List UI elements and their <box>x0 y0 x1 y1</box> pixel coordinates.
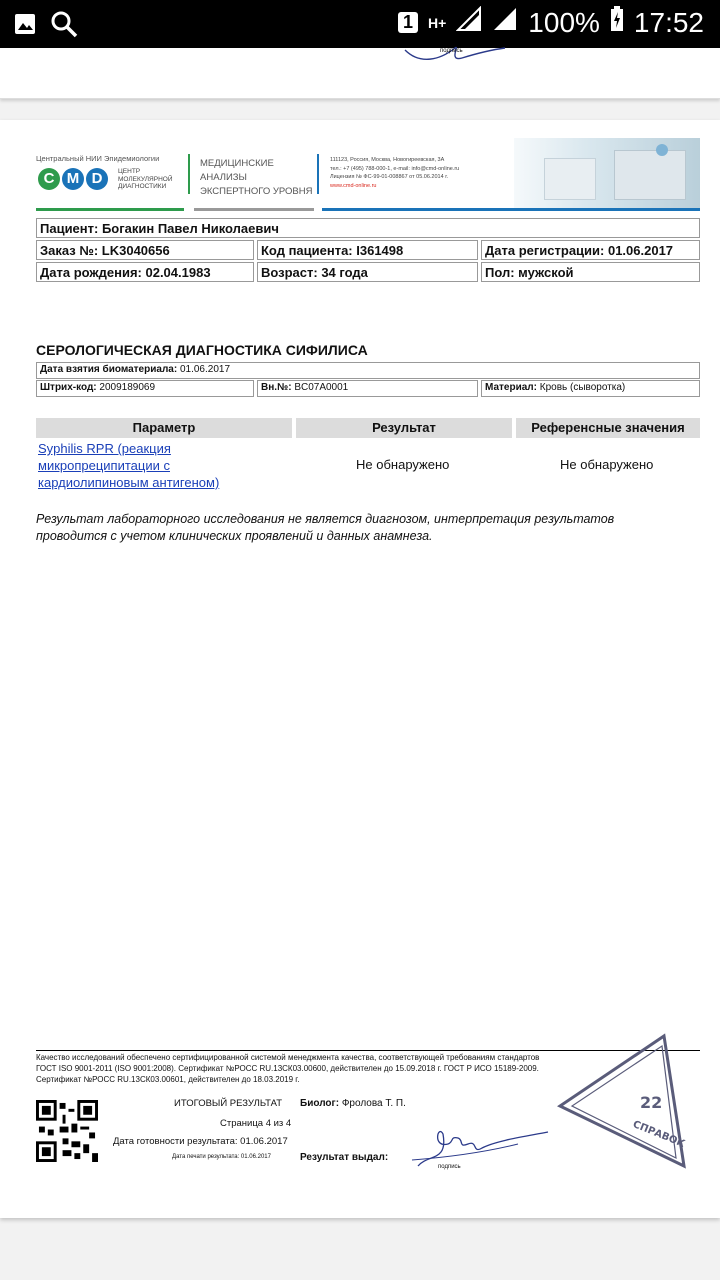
header-parameter: Параметр <box>36 418 292 438</box>
param-line: микропреципитации с <box>38 458 170 473</box>
note-line: Результат лабораторного исследования не является диагнозом, интерпретация результатов <box>36 512 615 526</box>
website-link[interactable]: www.cmd-online.ru <box>330 182 377 189</box>
slogan-line: МЕДИЦИНСКИЕ <box>200 158 274 169</box>
barcode-label: Штрих-код: <box>40 382 97 393</box>
clock: 17:52 <box>633 6 704 38</box>
caption-line: ДИАГНОСТИКИ <box>118 183 167 190</box>
logo-letter: D <box>86 168 108 190</box>
patient-name: Пациент: Богакин Павел Николаевич <box>36 218 700 238</box>
material-label: Материал: <box>485 382 537 393</box>
cert-line: Качество исследований обеспечено сертифицированной системой менеджмента качества, соответствующей требованиям стандартов <box>36 1053 540 1062</box>
header-result: Результат <box>296 418 512 438</box>
issued-by-label: Результат выдал: <box>300 1152 389 1163</box>
qr-code-icon <box>36 1100 98 1162</box>
section-title: СЕРОЛОГИЧЕСКАЯ ДИАГНОСТИКА СИФИЛИСА <box>36 342 368 358</box>
reference-value: Не обнаружено <box>560 457 654 472</box>
inner-number <box>257 380 478 397</box>
ready-date: Дата готовности результата: 01.06.2017 <box>113 1136 288 1147</box>
address-line: тел.: +7 (495) 788-000-1, e-mail: info@cmd-online.ru <box>330 165 460 172</box>
inner-value: BC07A0001 <box>294 382 349 393</box>
search-icon <box>50 10 78 43</box>
biologist-name: Фролова Т. П. <box>341 1098 406 1109</box>
param-line: кардиолипиновым антигеном) <box>38 475 220 490</box>
divider <box>188 154 190 194</box>
print-date: Дата печати результата: 01.06.2017 <box>172 1154 271 1160</box>
stamp <box>556 1030 686 1170</box>
age: Возраст: 34 года <box>257 262 478 282</box>
birth-date: Дата рождения: 02.04.1983 <box>36 262 254 282</box>
slogan-line: ЭКСПЕРТНОГО УРОВНЯ <box>200 186 313 197</box>
signature <box>408 1114 558 1174</box>
address-block <box>330 156 459 190</box>
biologist <box>300 1098 406 1109</box>
inner-label: Вн.№: <box>261 382 292 393</box>
svg-text:СПРАВОК: СПРАВОК <box>631 1119 686 1150</box>
sample-date-label: Дата взятия биоматериала: <box>40 364 178 375</box>
certification-text <box>36 1052 539 1085</box>
cert-line: ГОСТ ISO 9001-2011 (ISO 9001:2008). Сертификат №РОСС RU.13СК03.00600, действителен до 15.09.2018 г. ГОСТ Р ИСО 15189-2009. <box>36 1064 539 1073</box>
signal-icon <box>456 6 482 39</box>
previous-page-fragment <box>0 48 720 99</box>
caption-line: ЦЕНТР <box>118 168 141 175</box>
barcode-value: 2009189069 <box>99 382 156 393</box>
status-bar <box>0 0 720 48</box>
institute-name: Центральный НИИ Эпидемиологии <box>36 154 160 163</box>
logo-letter: C <box>38 168 60 190</box>
gallery-icon <box>14 13 36 40</box>
signal-icon-2 <box>492 6 518 39</box>
logo-letter: M <box>62 168 84 190</box>
caption-line: МОЛЕКУЛЯРНОЙ <box>118 175 173 183</box>
address-line: 111123, Россия, Москва, Новогиреевская, 3А <box>330 157 445 163</box>
barcode <box>36 380 254 397</box>
page-number: Страница 4 из 4 <box>220 1118 292 1129</box>
cert-line: Сертификат №РОСС RU.13СК03.00601, действителен до 18.03.2019 г. <box>36 1075 300 1084</box>
material <box>481 380 700 397</box>
material-value: Кровь (сыворотка) <box>539 382 626 393</box>
sample-date-value: 01.06.2017 <box>179 364 231 375</box>
notification-badge: 1 <box>398 12 418 33</box>
result-value: Не обнаружено <box>356 457 450 472</box>
battery-charging-icon <box>610 6 624 39</box>
sex: Пол: мужской <box>481 262 700 282</box>
document-header <box>36 154 700 212</box>
network-type: H+ <box>428 14 447 31</box>
lab-photo <box>514 138 700 208</box>
sample-date <box>36 362 700 379</box>
address-line: Лицензия № ФС-99-01-008867 от 05.06.2014 г. <box>330 174 449 180</box>
registration-date: Дата регистрации: 01.06.2017 <box>481 240 700 260</box>
slogan-line: АНАЛИЗЫ <box>200 172 247 183</box>
svg-text:22: 22 <box>640 1093 663 1112</box>
biologist-label: Биолог: <box>300 1098 340 1109</box>
cmd-logo <box>38 168 108 190</box>
header-reference: Референсные значения <box>516 418 700 438</box>
parameter-link[interactable] <box>38 440 219 491</box>
logo-caption <box>118 168 173 191</box>
note-line: проводится с учетом клинических проявлений и данных анамнеза. <box>36 529 433 543</box>
sign-label-top: подпись <box>440 48 463 54</box>
document-page <box>0 120 720 1218</box>
param-line: Syphilis RPR (реакция <box>38 441 171 456</box>
patient-code: Код пациента: I361498 <box>257 240 478 260</box>
divider <box>317 154 319 194</box>
final-result-label: ИТОГОВЫЙ РЕЗУЛЬТАТ <box>174 1098 283 1109</box>
order-number: Заказ №: LK3040656 <box>36 240 254 260</box>
disclaimer-note <box>36 511 614 545</box>
signature-top <box>400 40 510 70</box>
slogan <box>200 157 313 199</box>
sign-label: подпись <box>438 1164 461 1170</box>
battery-percent: 100% <box>528 6 600 38</box>
